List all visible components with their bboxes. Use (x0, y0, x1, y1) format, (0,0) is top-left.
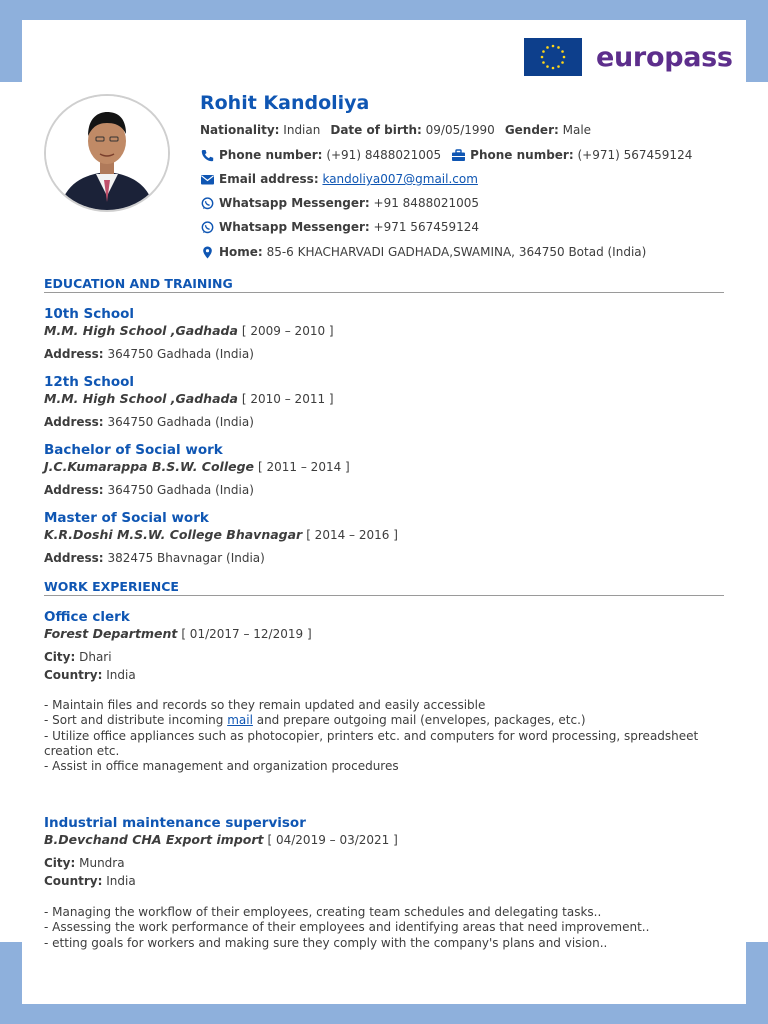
country-label: Country: (44, 874, 103, 888)
address-value: 364750 Gadhada (India) (107, 347, 254, 361)
whatsapp-icon (200, 221, 215, 234)
education-institution (44, 459, 350, 474)
description-text: - Sort and distribute incoming (44, 713, 228, 728)
eu-star (561, 61, 564, 64)
address-label: Address: (44, 551, 104, 565)
education-institution (44, 527, 398, 542)
briefcase-icon (451, 149, 466, 162)
eu-star (542, 50, 545, 53)
home-label: Home: (219, 245, 263, 259)
address-label: Address: (44, 483, 104, 497)
job-dates: [ 01/2017 – 12/2019 ] (181, 627, 312, 641)
nationality-label: Nationality: (200, 123, 280, 137)
eu-star (561, 50, 564, 53)
job-dates: [ 04/2019 – 03/2021 ] (267, 833, 398, 847)
europass-wordmark: europass (596, 41, 733, 73)
whatsapp-icon (200, 197, 215, 210)
description-text: and prepare outgoing mail (envelopes, packages, etc.) (252, 713, 586, 728)
education-heading: EDUCATION AND TRAINING (44, 276, 724, 293)
work-phone-value: (+971) 567459124 (577, 148, 693, 162)
gender-label: Gender: (504, 123, 559, 137)
job-description (44, 905, 714, 951)
whatsapp1-value: +91 8488021005 (373, 196, 480, 210)
job-title: Industrial maintenance supervisor (44, 815, 306, 831)
education-title: 12th School (44, 374, 135, 390)
address-value: 364750 Gadhada (India) (107, 415, 254, 429)
description-line: - Assessing the work performance of their employees and identifying areas that need improvement.. (44, 920, 650, 935)
institution-name: M.M. High School ,Gadhada (44, 323, 238, 338)
education-address (44, 415, 254, 429)
work-experience-heading: WORK EXPERIENCE (44, 579, 724, 596)
eu-star (557, 65, 560, 68)
location-pin-icon (200, 246, 215, 259)
eu-star (542, 61, 545, 64)
address-label: Address: (44, 347, 104, 361)
job-employer (44, 832, 398, 847)
europass-logo (524, 38, 733, 76)
address-value: 364750 Gadhada (India) (107, 483, 254, 497)
address-value: 382475 Bhavnagar (India) (107, 551, 265, 565)
eu-star (546, 65, 549, 68)
education-dates: [ 2009 – 2010 ] (241, 324, 334, 338)
envelope-icon (200, 173, 215, 186)
profile-photo (44, 94, 170, 212)
education-dates: [ 2011 – 2014 ] (258, 460, 350, 474)
phone-icon (200, 149, 215, 162)
eu-star (546, 46, 549, 49)
phone-label: Phone number: (219, 148, 323, 162)
institution-name: M.M. High School ,Gadhada (44, 391, 238, 406)
personal-details-line (200, 123, 591, 137)
eu-star (557, 46, 560, 49)
cv-sheet (22, 20, 746, 1004)
job-country (44, 668, 136, 682)
education-title: Master of Social work (44, 510, 209, 526)
education-institution (44, 391, 334, 406)
description-line: - Utilize office appliances such as photocopier, printers etc. and computers for word processing, spreadsheet creation etc. (44, 728, 699, 758)
education-address (44, 347, 254, 361)
country-value: India (106, 668, 136, 682)
institution-name: K.R.Doshi M.S.W. College Bhavnagar (44, 527, 303, 542)
nationality-value: Indian (283, 123, 321, 137)
eu-star (552, 45, 555, 48)
eu-flag-icon (524, 38, 582, 76)
mail-link[interactable]: mail (227, 713, 253, 728)
portrait-illustration (46, 96, 168, 210)
city-label: City: (44, 856, 76, 870)
country-label: Country: (44, 668, 103, 682)
city-value: Dhari (79, 650, 112, 664)
job-country (44, 874, 136, 888)
description-line (44, 713, 714, 728)
home-value: 85-6 KHACHARVADI GADHADA,SWAMINA, 364750 Botad (India) (266, 245, 647, 259)
country-value: India (106, 874, 136, 888)
home-line (200, 245, 646, 259)
city-value: Mundra (79, 856, 125, 870)
education-address (44, 551, 265, 565)
job-title: Office clerk (44, 609, 130, 625)
education-address (44, 483, 254, 497)
description-line: - Maintain files and records so they remain updated and easily accessible (44, 698, 486, 712)
employer-name: B.Devchand CHA Export import (44, 832, 264, 847)
description-line: - Assist in office management and organization procedures (44, 759, 399, 774)
education-title: 10th School (44, 306, 135, 322)
work-phone-label: Phone number: (470, 148, 574, 162)
education-dates: [ 2014 – 2016 ] (306, 528, 398, 542)
job-city (44, 650, 112, 664)
education-title: Bachelor of Social work (44, 442, 223, 458)
whatsapp-line-2 (200, 220, 479, 234)
job-description (44, 698, 714, 774)
email-label: Email address: (219, 172, 319, 186)
eu-star (552, 67, 555, 70)
whatsapp2-label: Whatsapp Messenger: (219, 220, 370, 234)
dob-label: Date of birth: (330, 123, 422, 137)
description-line: - etting goals for workers and making sure they comply with the company's plans and vision.. (44, 935, 608, 950)
gender-value: Male (562, 123, 592, 137)
whatsapp1-label: Whatsapp Messenger: (219, 196, 370, 210)
description-line: - Managing the workflow of their employees, creating team schedules and delegating tasks.. (44, 905, 602, 919)
education-dates: [ 2010 – 2011 ] (241, 392, 334, 406)
whatsapp2-value: +971 567459124 (373, 220, 480, 234)
job-employer (44, 626, 312, 641)
employer-name: Forest Department (44, 626, 178, 641)
person-name: Rohit Kandoliya (200, 92, 370, 114)
city-label: City: (44, 650, 76, 664)
education-institution (44, 323, 334, 338)
phone-value: (+91) 8488021005 (326, 148, 442, 162)
email-link[interactable]: kandoliya007@gmail.com (322, 172, 478, 186)
whatsapp-line-1 (200, 196, 479, 210)
job-city (44, 856, 125, 870)
dob-value: 09/05/1990 (425, 123, 495, 137)
institution-name: J.C.Kumarappa B.S.W. College (44, 459, 255, 474)
eu-star (541, 56, 544, 59)
phone-line (200, 148, 692, 162)
address-label: Address: (44, 415, 104, 429)
eu-star (563, 56, 566, 59)
email-line (200, 172, 478, 186)
